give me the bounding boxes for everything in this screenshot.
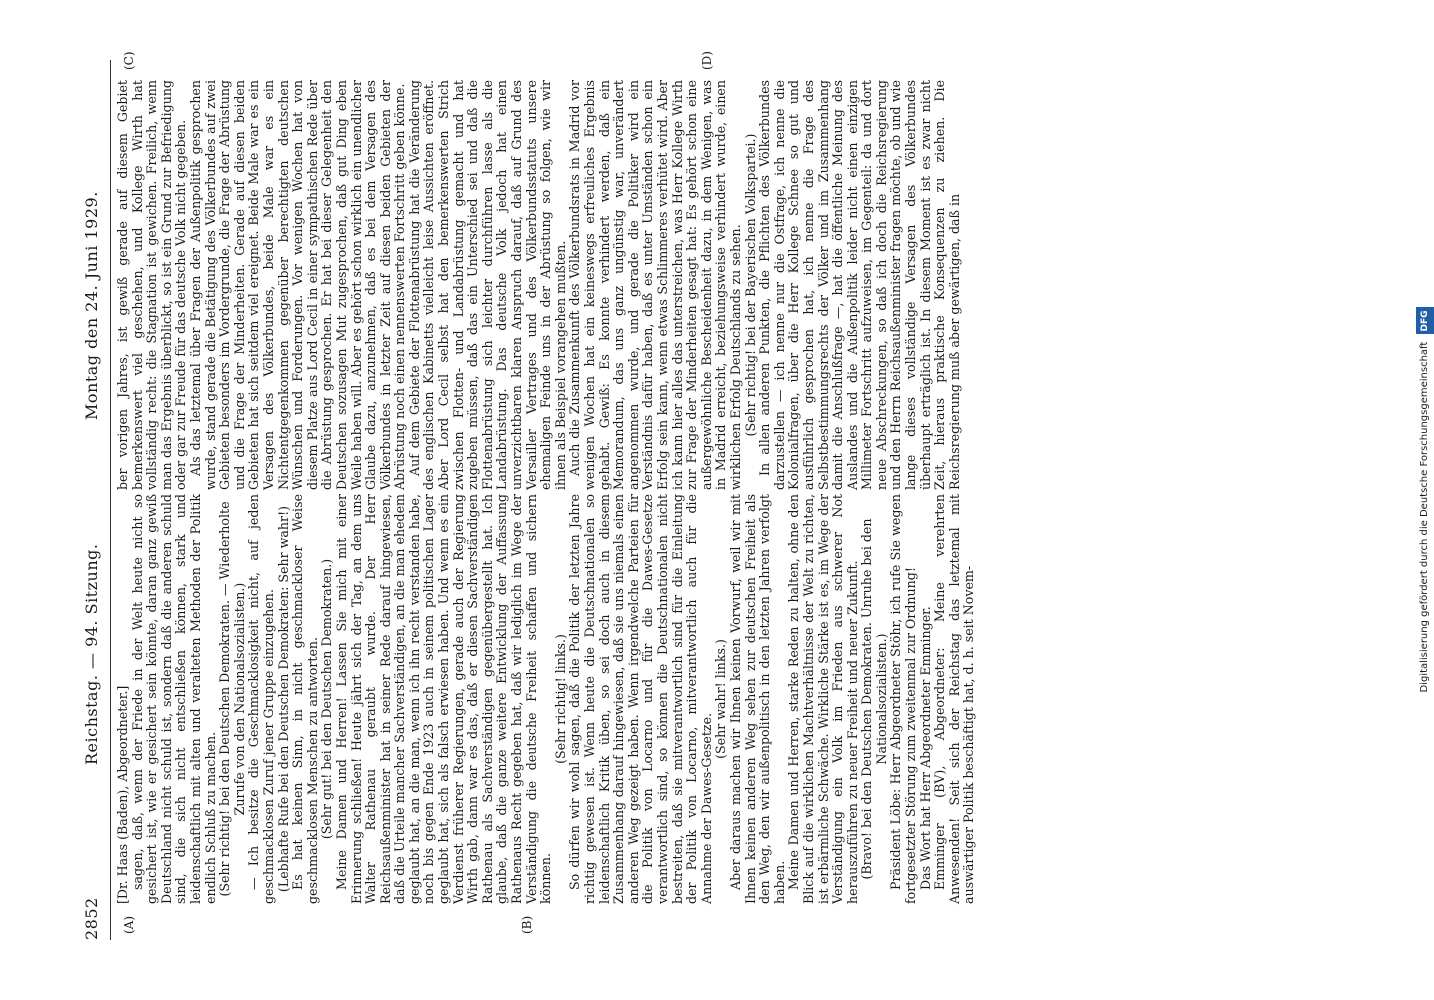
text-column-right	[116, 80, 962, 490]
paragraph: Meine Damen und Herren, starke Reden zu halten, ohne den Blick auf die wirklichen Machtverhältnisse der Welt zu richten, ist erbärmliche Schwäche. Wirkliche Stärke ist es, im Wege der Verständigung ein Volk im Frieden aus schwerer Not herauszuführen zu neuer Freiheit und neuer Zukunft.	[786, 494, 860, 904]
interjection: (Sehr richtig! bei den Deutschen Demokraten. — Wiederholte Zurufe von den Nationalsozialisten.)	[217, 501, 247, 897]
paragraph: Das Wort hat Herr Abgeordneter Emminger.	[917, 606, 933, 890]
interjection: (Sehr wahr! links.)	[713, 639, 729, 759]
margin-marker-b: (B)	[520, 915, 534, 934]
speaker-paragraph: Emminger (BV), Abgeordneter: Meine verehrten Anwesenden! Seit sich der Reichstag das letztemal mit auswärtiger Politik beschäftigt hat, d. h. seit Novem-	[932, 494, 977, 904]
margin-marker-a: (A)	[122, 915, 136, 934]
paragraph: Es hat keinen Sinn, in nicht geschmackloser Weise geschmacklosen Menschen zu antworten.	[290, 494, 320, 904]
paragraph: sagen, daß, wenn der Friede in der Welt heute nicht so gesichert ist, wie er gesichert sein könnte, daran ganz gewiß Deutschland nicht schuld ist, sondern daß die anderen schuld sind, die sich nicht entschließen können, stark und leidenschaftlich mit alten und veralteten Methoden der Politik endlich Schluß zu machen.	[129, 494, 218, 904]
footer-strip	[1416, 0, 1434, 1000]
sitting-title: Reichstag. — 94. Sitzung.	[82, 543, 101, 765]
dfg-logo: DFG	[1416, 307, 1434, 334]
paragraph: So dürfen wir wohl sagen, daß die Politik der letzten Jahre richtig gewesen ist. Wenn heute die Deutschnationalen so leidenschaftlich Kritik üben, so sei doch auch in diesem Zusammenhang darauf hingewiesen, daß sie uns niemals einen anderen Weg gezeigt haben. Wenn irgendwelche Parteien für die Politik von Locarno und für die Dawes-Gesetze verantwortlich sind, so können die Deutschnationalen nicht bestreiten, daß sie mitverantwortlich sind für die Einleitung der Politik von Locarno, mitverantwortlich auch für die Annahme der Dawes-Gesetze.	[567, 494, 714, 904]
interjection: (Sehr gut! bei den Deutschen Demokraten.)	[319, 558, 335, 840]
sitting-date: Montag den 24. Juni 1929.	[82, 191, 101, 420]
page-number: 2852	[82, 897, 101, 940]
paragraph: Als das letztemal über Fragen der Außenpolitik gesprochen wurde, stand gerade die Betätigung des Völkerbundes auf zwei Gebieten besonders im Vordergrunde, die Frage der Abrüstung und die Frage der Minderheiten. Gerade auf diesen beiden Gebieten hat sich seitdem viel ereignet. Beide Male war es ein Versagen des Völkerbundes, beide Male war es ein Nichtentgegenkommen gegenüber berechtigten deutschen Wünschen und Forderungen. Vor wenigen Wochen hat von diesem Platze aus Lord Cecil in einer sympathischen Rede über die Abrüstung gesprochen. Er hat bei dieser Gelegenheit den Deutschen sozusagen Mut zugesprochen, daß gut Ding eben Weile haben will. Aber es gehört schon wirklich ein unendlicher Glaube dazu, anzunehmen, daß es bei dem Versagen des Völkerbundes in letzter Zeit auf diesen beiden Gebieten der Abrüstung noch einen nennenswerten Fortschritt geben könne.	[187, 80, 408, 490]
interjection: (Bravo! bei den Deutschen Demokraten. Unruhe bei den Nationalsozialisten.)	[859, 518, 889, 880]
text-column-left	[116, 494, 977, 904]
paragraph: In allen anderen Punkten, die Pflichten des Völkerbundes darzustellen — ich nenne nur die Ostfrage, ich nenne die Kolonialfragen, über die Herr Kollege Schnee so gut und ausführlich gesprochen hat, ich nenne die Frage des Selbstbestimmungsrechts der Völker und im Zusammenhang damit die Anschlußfrage —, hat die öffentliche Meinung des Auslandes und die Außenpolitik leider nicht einen einzigen Millimeter Fortschritt aufzuweisen, im Gegenteil: da und dort neue Abschreckungen, so daß ich doch die Reichsregierung und den Herrn Reichsaußenminister fragen möchte, ob und wie lange dieses vollständige Versagen des Völkerbundes überhaupt erträglich ist. In diesem Moment ist es zwar nicht Zeit, hieraus praktische Konsequenzen zu ziehen. Die Reichsregierung muß aber gewärtigen, daß in	[757, 80, 962, 490]
paragraph: Auf dem Gebiete der Flottenabrüstung hat die Veränderung des englischen Kabinetts vielleicht leise Aussichten eröffnet. Aber Lord Cecil selbst hat den bemerkenswerten Strich zwischen Flotten- und Landabrüstung gemacht und hat zugeben müssen, daß das ein Unterschied sei und daß die Flottenabrüstung sich leichter durchführen lasse als die Landabrüstung. Das deutsche Volk jedoch hat einen unverzichtbaren klaren Anspruch darauf, daß auf Grund des Versailler Vertrages und des Völkerbundsstatuts unsere ehemaligen Feinde uns in der Abrüstung so folgen, wie wir ihnen als Beispiel vorangehen mußten.	[406, 80, 568, 490]
paragraph: Meine Damen und Herren! Lassen Sie mich mit einer Erinnerung schließen! Heute jährt sich der Tag, an dem uns Walter Rathenau geraubt wurde. Der Herr Reichsaußenminister hat in seiner Rede darauf hingewiesen, daß die Urteile mancher Sachverständigen, an die man ehedem geglaubt hat, an die man, wenn ich ihn recht verstanden habe, noch bis gegen Ende 1923 auch in seinem politischen Lager geglaubt hat, sich als falsch erwiesen haben. Und wenn es ein Verdienst früherer Regierungen, gerade auch der Regierung Wirth gab, dann war es das, daß er diesen Sachverständigen Rathenau als Sachverständigen gegenübergestellt hat. Ich glaube, daß die ganze weitere Entwicklung der Auffassung Rathenaus Recht gegeben hat, daß wir lediglich im Wege der Verständigung die deutsche Freiheit schaffen und sichern können.	[333, 494, 554, 904]
interjection: (Sehr richtig! links.)	[552, 634, 568, 764]
credit-text: Digitalisierung gefördert durch die Deutsche Forschungsgemeinschaft	[1419, 341, 1430, 693]
header-rule	[110, 60, 111, 940]
margin-marker-d: (D)	[700, 51, 714, 70]
interjection: (Sehr richtig! bei der Bayerischen Volkspartei.)	[742, 133, 758, 437]
speaker-line: [Dr. Haas (Baden), Abgeordneter.]	[115, 685, 130, 904]
digitization-credit	[1416, 0, 1434, 1000]
president-remark: Präsident Löbe: Herr Abgeordneter Stöhr, ich rufe Sie wegen fortgesetzter Störung zum zweitenmal zur Ordnung!	[888, 494, 919, 904]
paragraph: Aber daraus machen wir Ihnen keinen Vorwurf, weil wir mit Ihnen keinen anderen Weg sehen zur deutschen Freiheit als den Weg, den wir außenpolitisch in den letzten Jahren verfolgt haben.	[727, 494, 787, 904]
page-header	[82, 60, 108, 940]
margin-marker-c: (C)	[122, 51, 136, 70]
paragraph: ber vorigen Jahres, ist gewiß gerade auf diesem Gebiet bemerkenswert viel geschehen, und Kollege Wirth hat vollständig recht: die Stagnation ist gewichen. Freilich, wenn man das Ergebnis überblickt, so ist ein Grund zur Befriedigung oder gar zur Freude für das deutsche Volk nicht gegeben.	[115, 80, 189, 490]
interjection: (Lebhafte Rufe bei den Deutschen Demokraten: Sehr wahr!)	[275, 505, 291, 893]
paragraph: Auch die Zusammenkunft des Völkerbundsrats in Madrid vor wenigen Wochen hat ein keineswegs erfreuliches Ergebnis gehabt. Gewiß: Es konnte verhindert werden, daß ein Memorandum, das uns ganz ungünstig war, unverändert angenommen wurde, und gerade die Politiker wird ein Verständnis dafür haben, daß es unter Umständen schon ein Erfolg sein kann, wenn etwas Schlimmeres verhütet wird. Aber ich kann hier alles das unterstreichen, was Herr Kollege Wirth zur Frage der Minderheiten gesagt hat: Es gehört schon eine außergewöhnliche Bescheidenheit dazu, in dem Wenigen, was in Madrid erreicht, beziehungsweise verhindert wurde, einen wirklichen Erfolg Deutschlands zu sehen.	[567, 80, 743, 490]
paragraph: — Ich besitze die Geschmacklosigkeit nicht, auf jeden geschmacklosen Zuruf jener Gruppe einzugehen.	[246, 494, 276, 904]
